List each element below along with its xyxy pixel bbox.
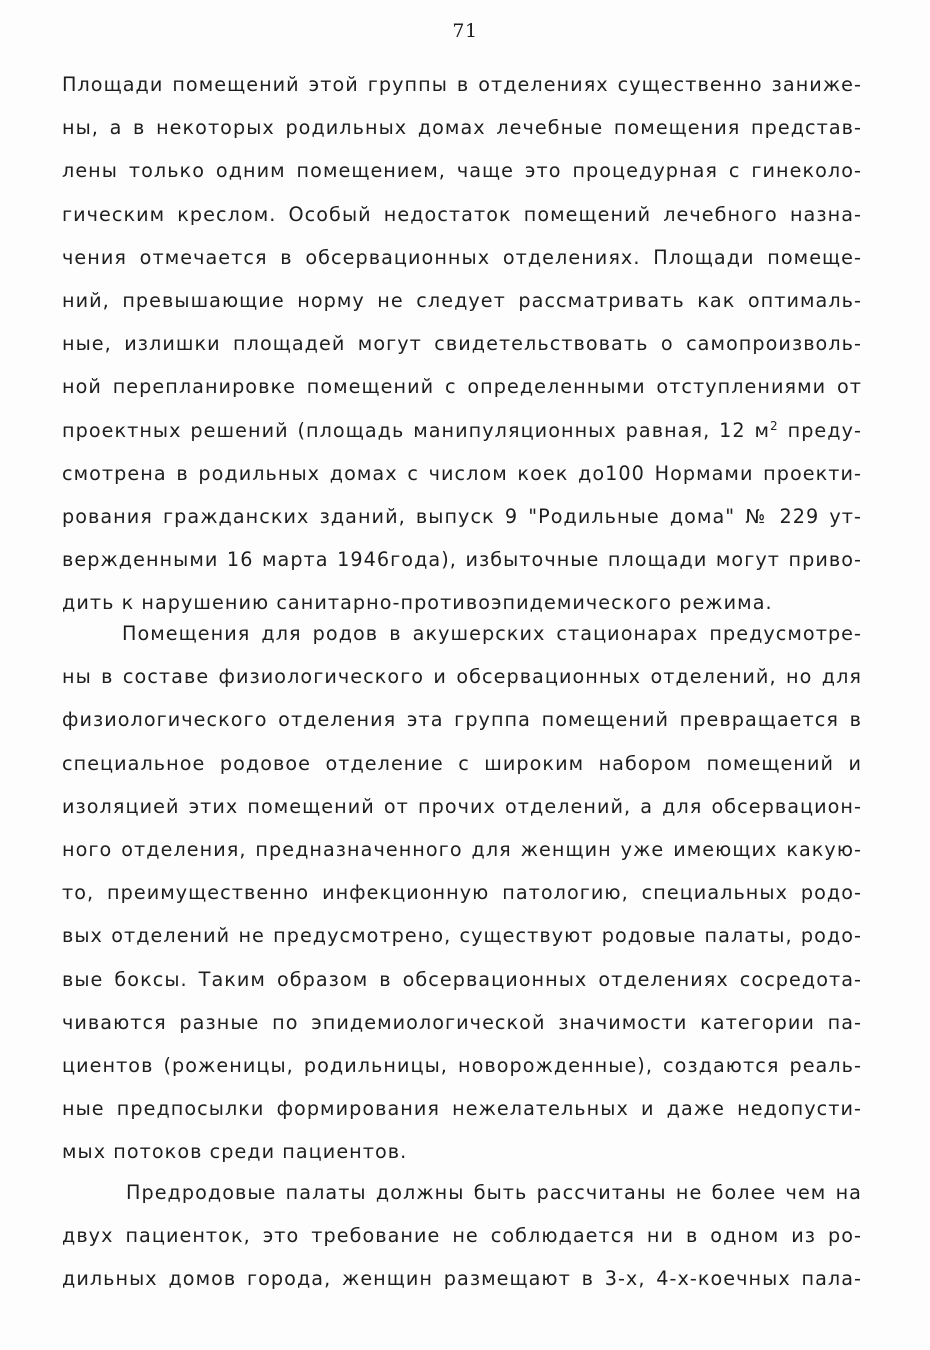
- text-line: ний, превышающие норму не следует рассматривать как оптималь-: [62, 288, 862, 312]
- text-line: вые боксы. Таким образом в обсервационных отделениях сосредота-: [62, 967, 862, 991]
- text-line: ного отделения, предназначенного для женщин уже имеющих какую-: [62, 837, 862, 861]
- text-line: Предродовые палаты должны быть рассчитаны не более чем на: [126, 1181, 862, 1204]
- paragraph-1: [62, 63, 862, 624]
- text-line: вержденными 16 марта 1946года), избыточные площади могут приво-: [62, 548, 862, 572]
- text-line: ны, а в некоторых родильных домах лечебные помещения представ-: [62, 116, 862, 140]
- text-line: гическим креслом. Особый недостаток помещений лечебного назна-: [62, 202, 862, 226]
- text-line: то, преимущественно инфекционную патологию, специальных родо-: [62, 881, 862, 905]
- paragraph-2: [62, 612, 862, 1173]
- text-line: физиологического отделения эта группа помещений превращается в: [62, 708, 862, 732]
- text-fragment: преду-: [778, 418, 862, 442]
- text-line: ной перепланировке помещений с определенными отступлениями от: [62, 375, 862, 399]
- text-line: лены только одним помещением, чаще это процедурная с гинеколо-: [62, 159, 862, 183]
- superscript: 2: [770, 418, 779, 433]
- text-line-with-superscript: [62, 409, 862, 452]
- text-line: Помещения для родов в акушерских стационарах предусмотре-: [122, 622, 862, 645]
- text-line: мых потоков среди пациентов.: [62, 1140, 408, 1164]
- text-fragment: проектных решений (площадь манипуляционных равная, 12 м: [62, 418, 771, 442]
- text-line: рования гражданских зданий, выпуск 9 "Родильные дома" № 229 ут-: [62, 504, 862, 528]
- text-line: чения отмечается в обсервационных отделениях. Площади помеще-: [62, 245, 862, 269]
- text-line: циентов (роженицы, родильницы, новорожденные), создаются реаль-: [62, 1053, 862, 1077]
- text-line: чиваются разные по эпидемиологической значимости категории па-: [62, 1010, 862, 1034]
- text-line: дить к нарушению санитарно-противоэпидемического режима.: [62, 591, 773, 615]
- text-line: смотрена в родильных домах с числом коек до100 Нормами проекти-: [62, 461, 862, 485]
- text-line: вых отделений не предусмотрено, существуют родовые палаты, родо-: [62, 924, 862, 948]
- text-line: дильных домов города, женщин размещают в 3-х, 4-х-коечных пала-: [62, 1267, 862, 1291]
- text-line: изоляцией этих помещений от прочих отделений, а для обсервацион-: [62, 794, 862, 818]
- text-line: ны в составе физиологического и обсервационных отделений, но для: [62, 665, 862, 689]
- paragraph-3: [62, 1171, 862, 1301]
- text-line: ные предпосылки формирования нежелательных и даже недопусти-: [62, 1097, 862, 1121]
- text-line: Площади помещений этой группы в отделениях существенно занижe-: [62, 73, 862, 96]
- page-number: 71: [452, 20, 478, 42]
- text-line: специальное родовое отделение с широким набором помещений и: [62, 751, 862, 775]
- text-line: ные, излишки площадей могут свидетельствовать о самопроизволь-: [62, 332, 862, 356]
- text-line: двух пациенток, это требование не соблюдается ни в одном из ро-: [62, 1224, 862, 1248]
